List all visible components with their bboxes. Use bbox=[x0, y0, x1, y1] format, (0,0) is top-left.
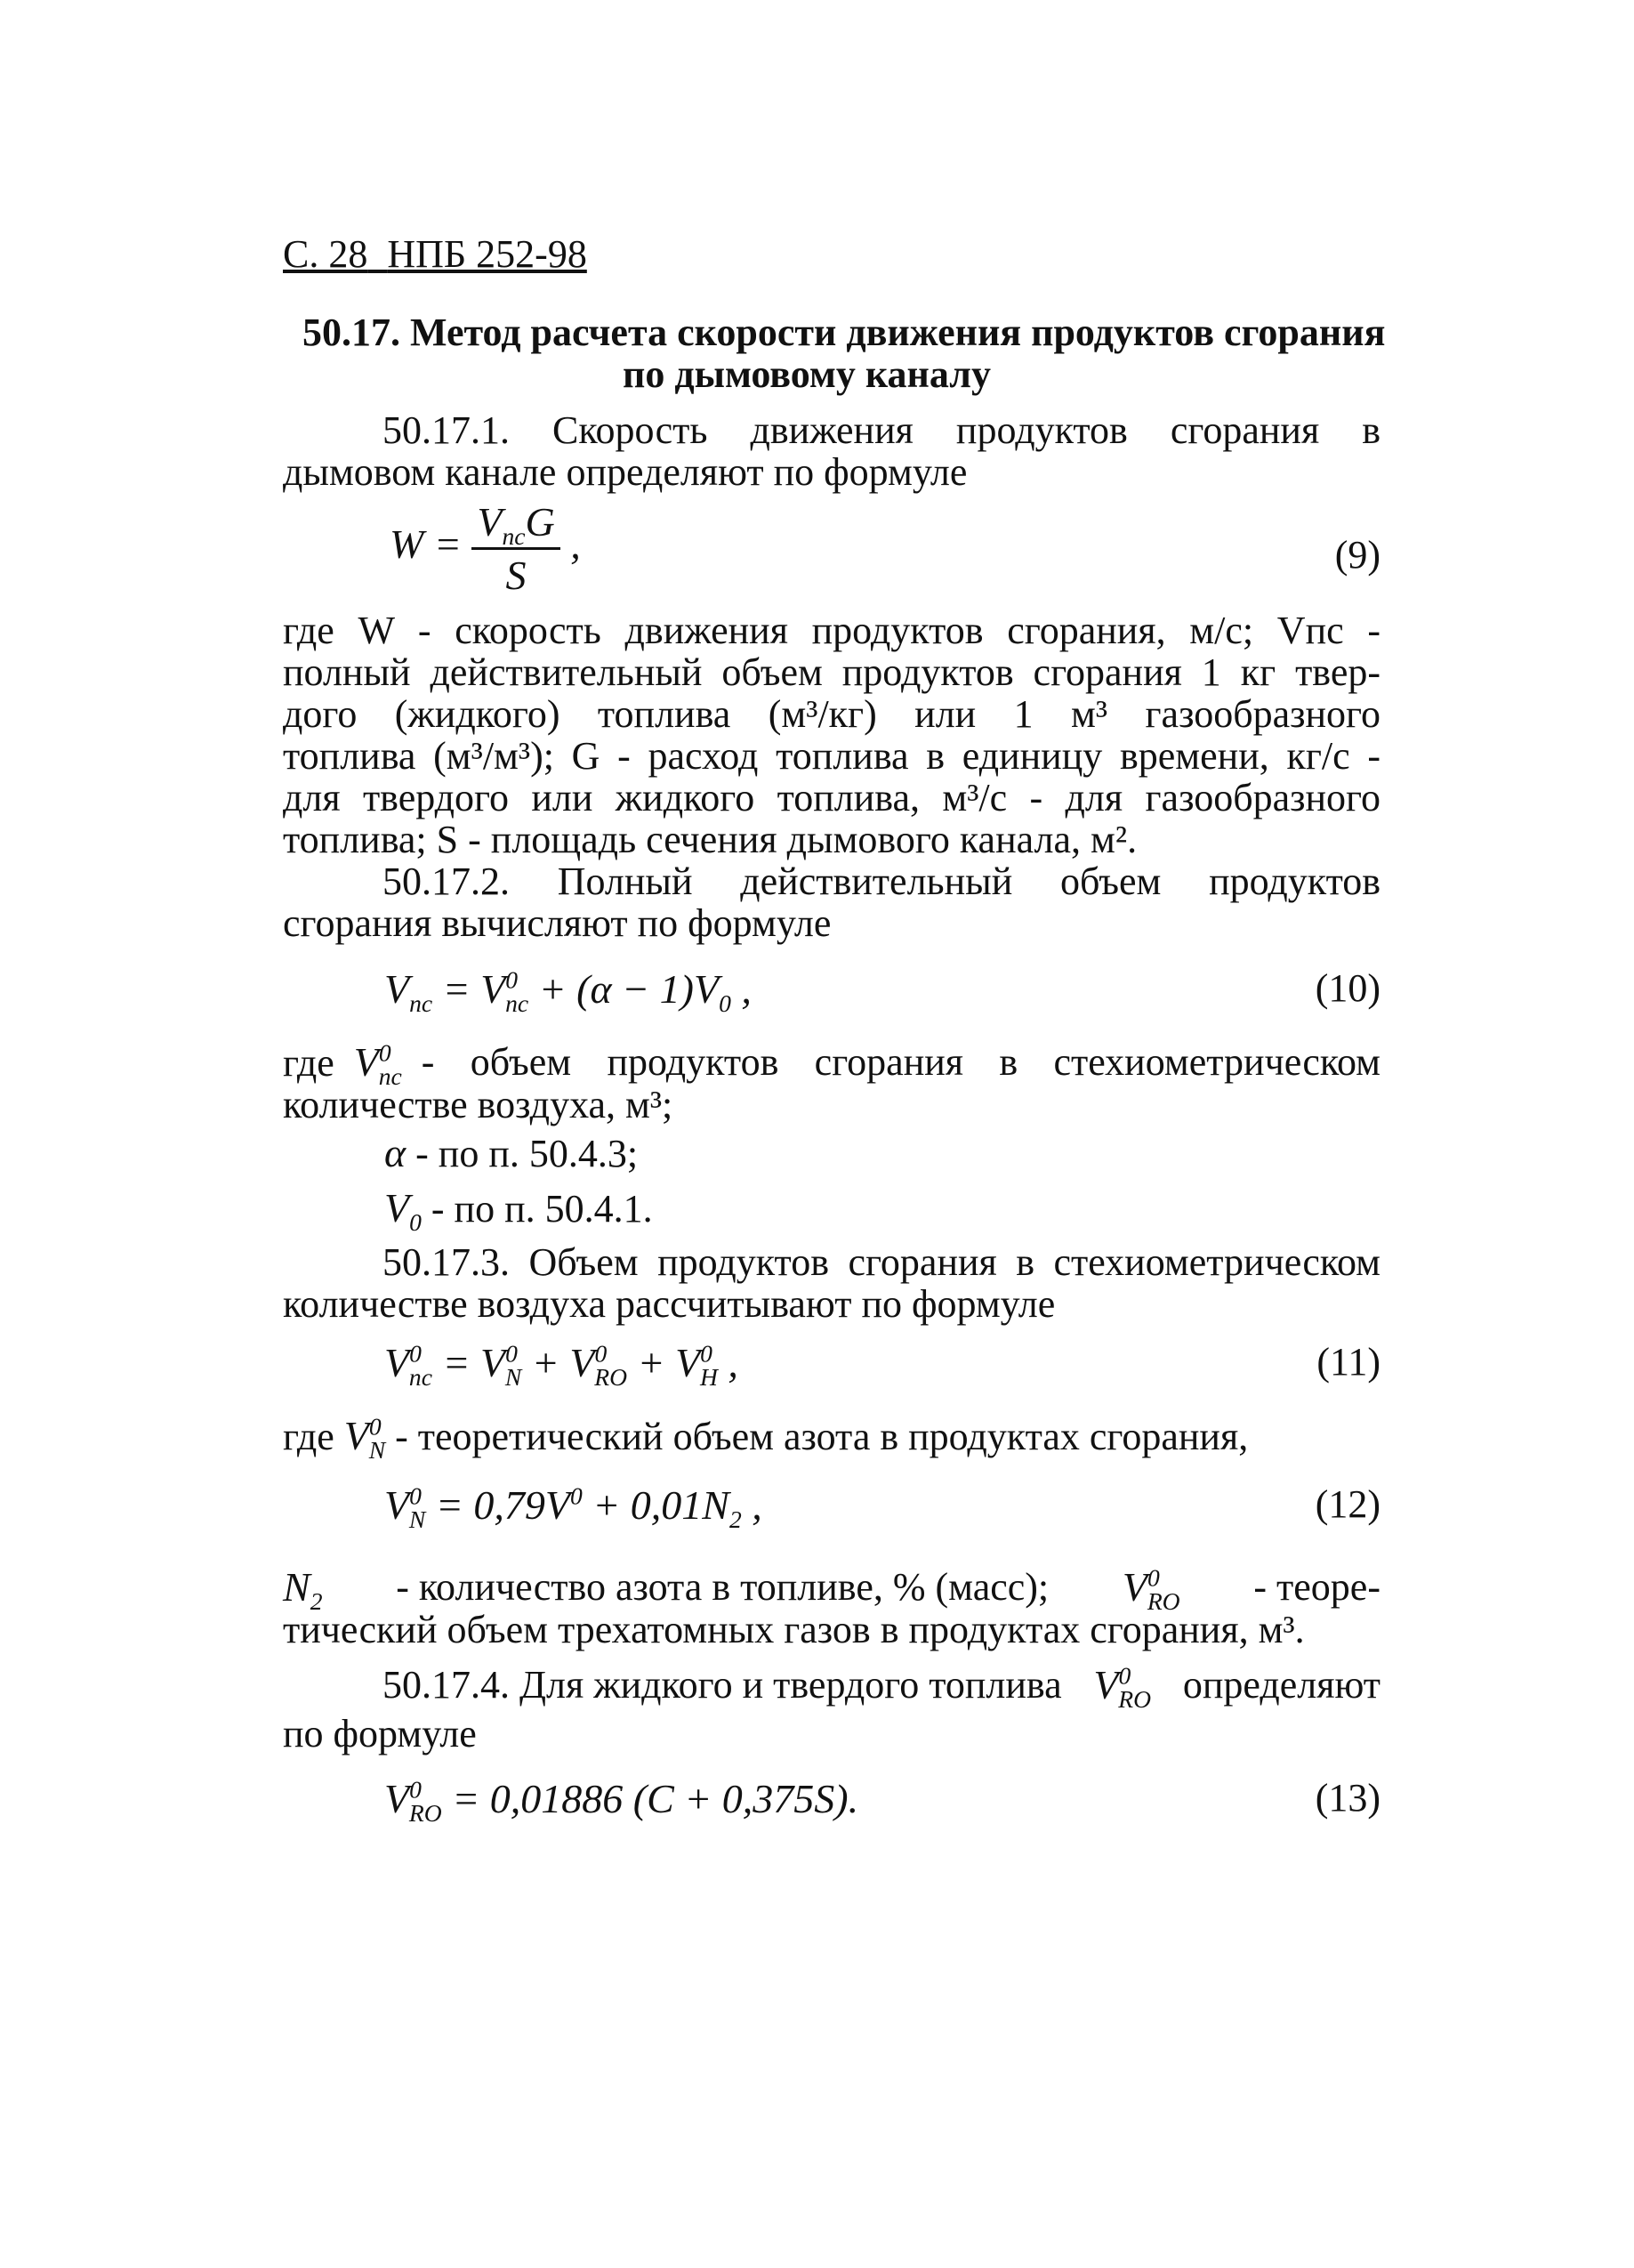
where2-alpha: α - по п. 50.4.3; bbox=[384, 1130, 639, 1175]
formula-9: W = $\frac{V_{пс}G}{S}$ , bbox=[390, 499, 581, 598]
symbol-n2: $N_2$ bbox=[283, 1564, 323, 1616]
formula-10-number: (10) bbox=[1315, 966, 1380, 1010]
where4-line2: тический объем трехатомных газов в продуктах сгорания, м³. bbox=[283, 1608, 1305, 1651]
where1-line6: топлива; S - площадь сечения дымового канала, м². bbox=[283, 818, 1138, 861]
formula-12-number: (12) bbox=[1315, 1482, 1380, 1526]
v0-ref: - по п. 50.4.1. bbox=[431, 1187, 653, 1231]
where4-tail-text: - теоре- bbox=[1253, 1565, 1380, 1609]
symbol-vro0: $V^0_{RO}$ bbox=[1122, 1563, 1180, 1616]
paragraph-50-17-1-line2: дымовом канале определяют по формуле bbox=[283, 450, 968, 494]
document-code: НПБ 252-98 bbox=[387, 232, 587, 276]
paragraph-50-17-4-line1 bbox=[382, 1661, 1380, 1714]
p4-tail-text: определяют bbox=[1182, 1663, 1380, 1707]
where2-line2: количестве воздуха, м³; bbox=[283, 1083, 673, 1126]
where3-text: - теоретический объем азота в продуктах сгорания, bbox=[395, 1415, 1249, 1458]
where2-line1: где $V^0_{пс}$ - объем продуктов сгорания в стехиометрическом bbox=[283, 1038, 1380, 1091]
paragraph-50-17-2-line2: сгорания вычисляют по формуле bbox=[283, 901, 832, 945]
p4-head-text: 50.17.4. Для жидкого и твердого топлива bbox=[382, 1663, 1062, 1707]
formula-11-number: (11) bbox=[1316, 1340, 1380, 1384]
formula-13: $V^0_{RO} = 0,01886$ (C + 0,375S). bbox=[384, 1775, 859, 1828]
alpha-ref: - по п. 50.4.3; bbox=[415, 1132, 639, 1175]
symbol-vn0: $V^0_N$ bbox=[343, 1412, 386, 1465]
symbol-vpc0: $V^0_{пс}$ bbox=[353, 1038, 402, 1091]
formula-11: $V^0_{пс} = V^0_N + V^0_{RO} + V^0_H$ , bbox=[384, 1339, 738, 1392]
formula-9-number: (9) bbox=[1334, 533, 1380, 577]
paragraph-50-17-2-line1: 50.17.2. Полный действительный объем продуктов bbox=[382, 860, 1380, 903]
where4-line1 bbox=[283, 1563, 1380, 1616]
where4-mid-text: - количество азота в топливе, % (масс); bbox=[396, 1565, 1050, 1609]
formula-10: $V_{пс} = V^0_{пс} + (\alpha - 1)V_0$ , bbox=[384, 965, 752, 1018]
formula-13-number: (13) bbox=[1315, 1776, 1380, 1820]
paragraph-50-17-1-line1: 50.17.1. Скорость движения продуктов сгорания в bbox=[382, 408, 1380, 452]
where1-line1: где W - скорость движения продуктов сгорания, м/с; Vпс - bbox=[283, 609, 1380, 652]
paragraph-50-17-4-line2: по формуле bbox=[283, 1712, 477, 1755]
where3-line: где $V^0_N$ - теоретический объем азота в продуктах сгорания, bbox=[283, 1412, 1249, 1465]
where1-line4: топлива (м³/м³); G - расход топлива в единицу времени, кг/с - bbox=[283, 734, 1380, 778]
page-header bbox=[283, 233, 587, 276]
where2-line1-text: - объем продуктов сгорания в стехиометрическом bbox=[421, 1040, 1380, 1084]
where2-v0: $V_0$ - по п. 50.4.1. bbox=[384, 1185, 653, 1237]
section-title-line1: 50.17. Метод расчета скорости движения продуктов сгорания bbox=[302, 311, 1386, 354]
where1-line2: полный действительный объем продуктов сгорания 1 кг твер- bbox=[283, 650, 1380, 694]
formula-12: $V^0_N = 0,79V^0 + 0,01N_2$ , bbox=[384, 1481, 762, 1534]
where1-line5: для твердого или жидкого топлива, м³/с - для газообразного bbox=[283, 776, 1380, 819]
paragraph-50-17-3-line2: количестве воздуха рассчитывают по формуле bbox=[283, 1282, 1056, 1326]
where1-line3: дого (жидкого) топлива (м³/кг) или 1 м³ газообразного bbox=[283, 692, 1380, 736]
page-number: С. 28 bbox=[283, 232, 368, 276]
paragraph-50-17-3-line1: 50.17.3. Объем продуктов сгорания в стехиометрическом bbox=[382, 1240, 1380, 1284]
section-title-line2: по дымовому каналу bbox=[623, 352, 991, 396]
symbol-vro0-p4: $V^0_{RO}$ bbox=[1093, 1661, 1152, 1714]
